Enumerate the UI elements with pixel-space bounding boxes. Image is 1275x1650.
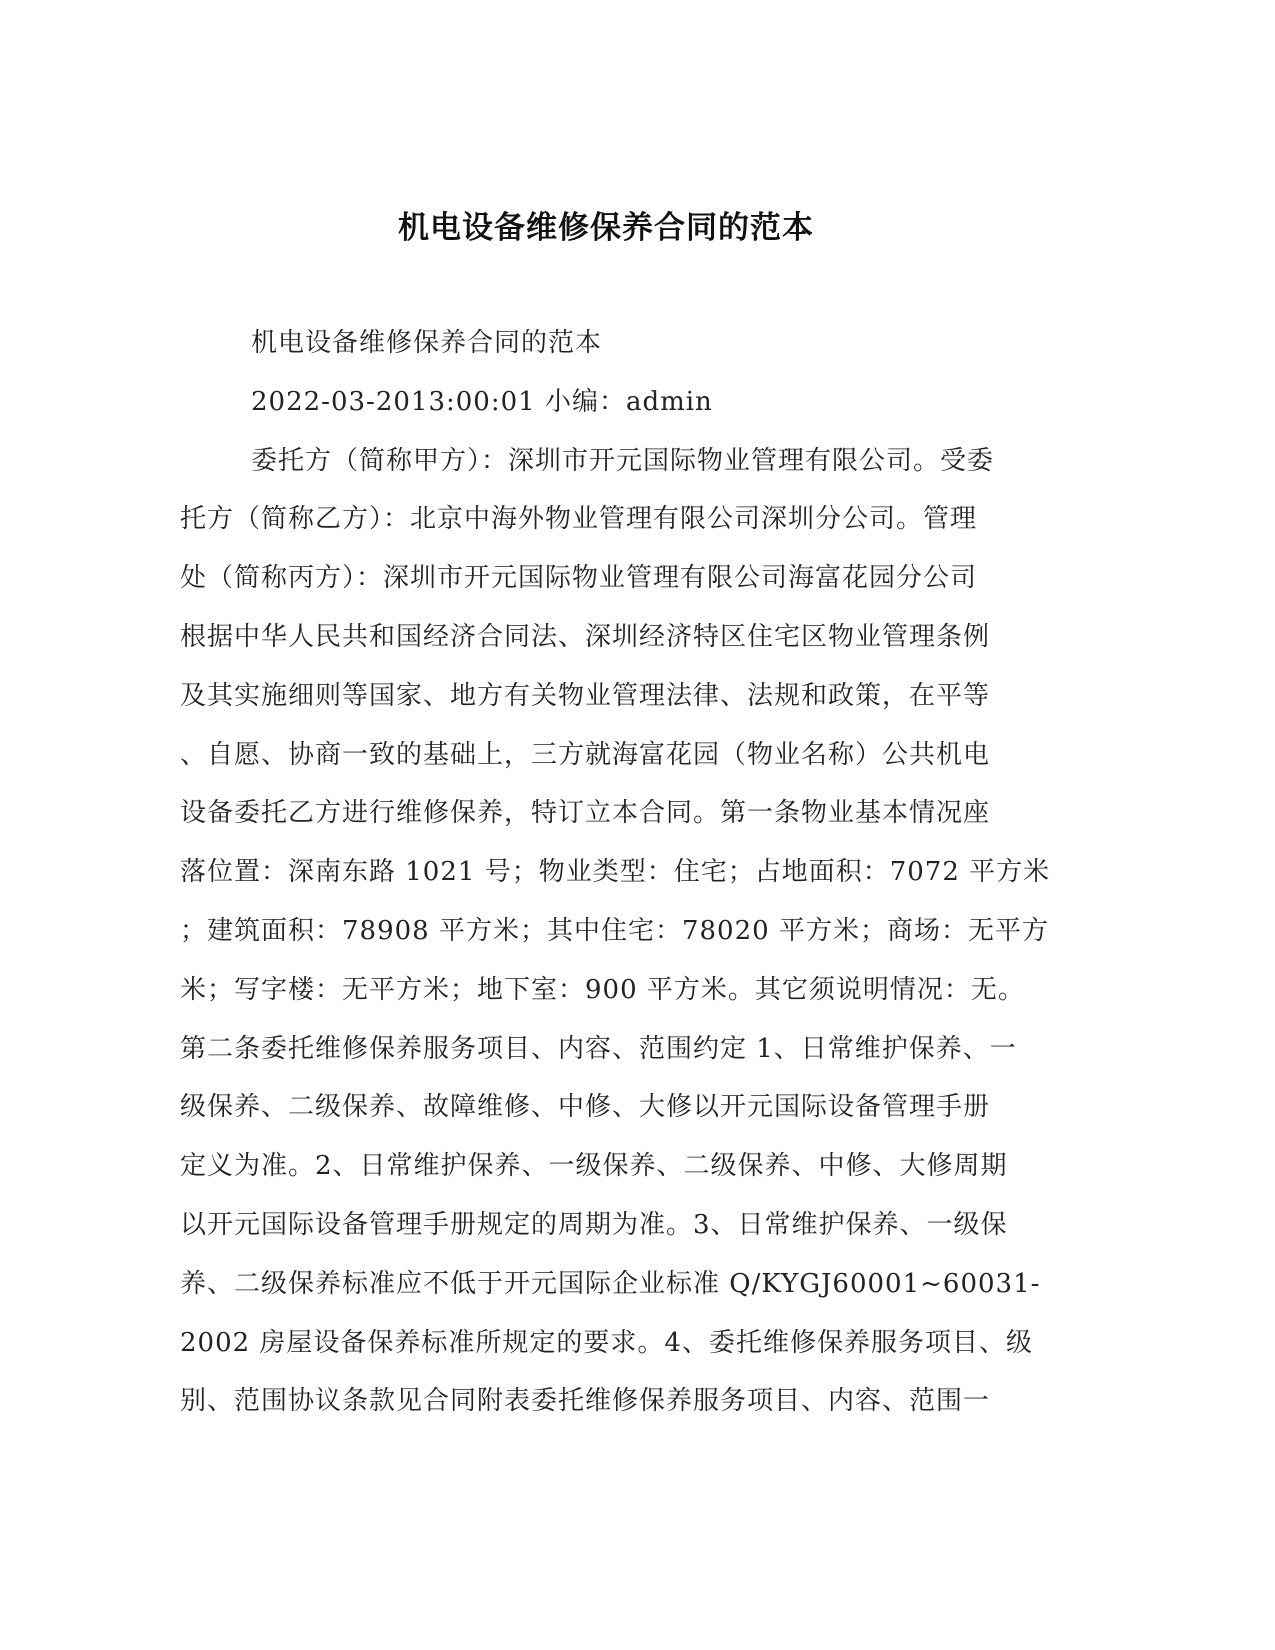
body-line: 落位置：深南东路 1021 号；物业类型：住宅；占地面积：7072 平方米 xyxy=(180,857,1051,887)
body-line: 处（简称丙方）：深圳市开元国际物业管理有限公司海富花园分公司 xyxy=(180,563,978,593)
body-line: 定义为准。2、日常维护保养、一级保养、二级保养、中修、大修周期 xyxy=(180,1151,1008,1181)
body-line: 级保养、二级保养、故障维修、中修、大修以开元国际设备管理手册 xyxy=(180,1092,991,1122)
body-line: 设备委托乙方进行维修保养，特订立本合同。第一条物业基本情况座 xyxy=(180,798,991,828)
document-meta: 2022-03-2013:00:01 小编：admin xyxy=(251,387,713,417)
body-line: ；建筑面积：78908 平方米；其中住宅：78020 平方米；商场：无平方 xyxy=(180,916,1049,946)
body-line: 米；写字楼：无平方米；地下室：900 平方米。其它须说明情况：无。 xyxy=(180,975,1025,1005)
body-line: 托方（简称乙方）：北京中海外物业管理有限公司深圳分公司。管理 xyxy=(180,504,978,534)
body-line: 以开元国际设备管理手册规定的周期为准。3、日常维护保养、一级保 xyxy=(180,1210,1008,1240)
body-line: 根据中华人民共和国经济合同法、深圳经济特区住宅区物业管理条例 xyxy=(180,622,991,652)
document-subtitle: 机电设备维修保养合同的范本 xyxy=(251,328,603,358)
body-line: 2002 房屋设备保养标准所规定的要求。4、委托维修保养服务项目、级 xyxy=(180,1328,1033,1358)
document-title: 机电设备维修保养合同的范本 xyxy=(398,210,814,246)
body-line: 养、二级保养标准应不低于开元国际企业标准 Q/KYGJ60001~60031- xyxy=(180,1269,1041,1299)
body-line: 第二条委托维修保养服务项目、内容、范围约定 1、日常维护保养、一 xyxy=(180,1034,1017,1064)
body-line: 、自愿、协商一致的基础上，三方就海富花园（物业名称）公共机电 xyxy=(180,740,991,770)
body-line: 及其实施细则等国家、地方有关物业管理法律、法规和政策，在平等 xyxy=(180,681,991,711)
body-line: 委托方（简称甲方）：深圳市开元国际物业管理有限公司。受委 xyxy=(251,446,995,476)
body-line: 别、范围协议条款见合同附表委托维修保养服务项目、内容、范围一 xyxy=(180,1386,991,1416)
